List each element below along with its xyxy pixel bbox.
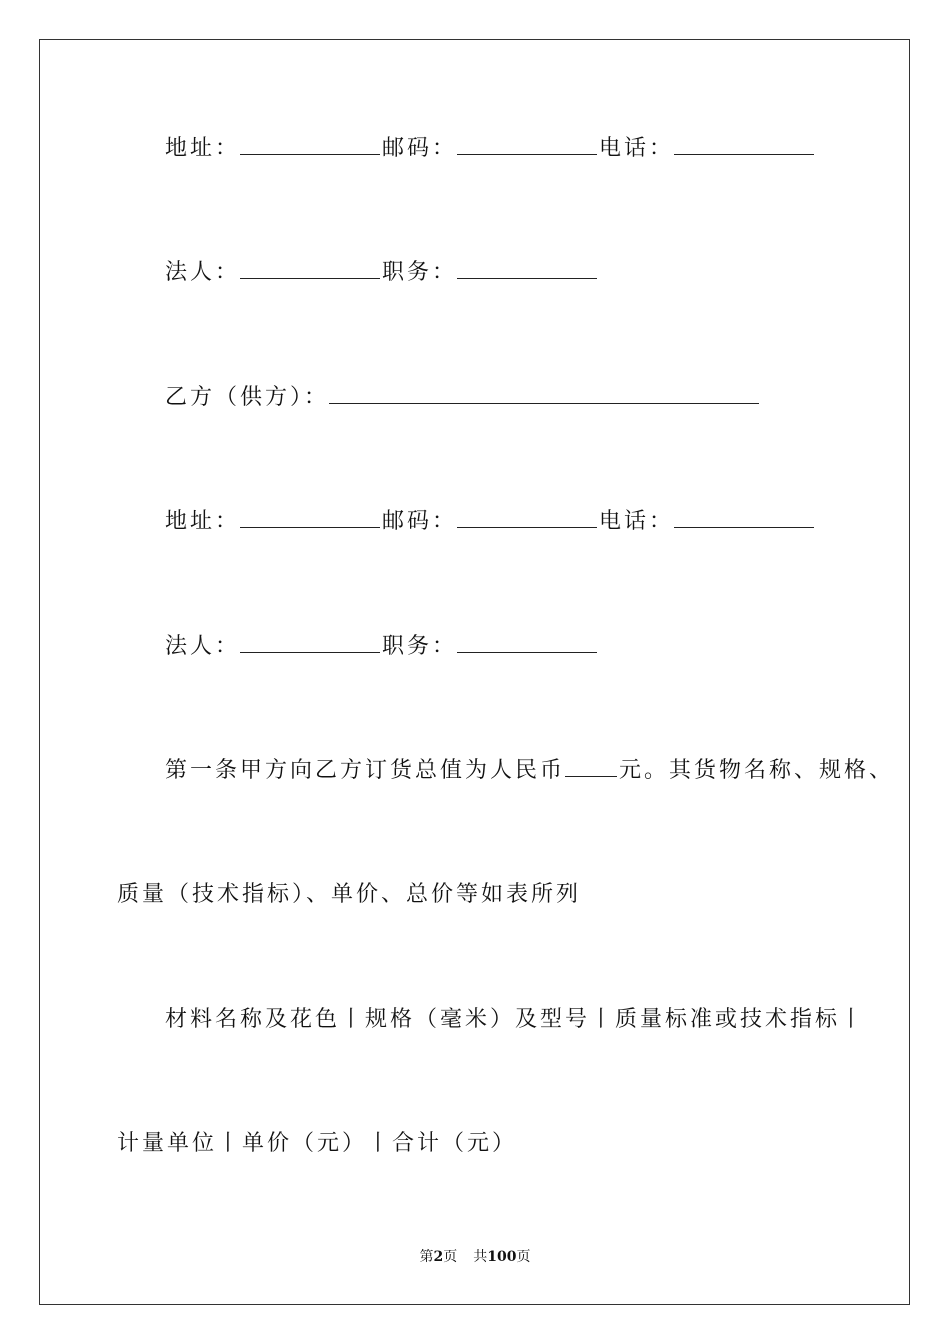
postcode-label: 邮码：	[382, 509, 458, 534]
page-frame	[39, 39, 910, 1305]
seller-contact-line	[165, 507, 816, 537]
article1-continuation: 质量（技术指标）、单价、总价等如表所列	[117, 882, 582, 907]
total-suffix: 页	[516, 1249, 531, 1265]
total-prefix: 共	[473, 1249, 488, 1265]
page-footer	[0, 1246, 950, 1266]
table-header-text2: 计量单位丨单价（元）丨合计（元）	[117, 1131, 518, 1156]
article1-line2	[117, 880, 581, 910]
title-label: 职务：	[382, 634, 458, 659]
legal-blank[interactable]	[240, 258, 380, 279]
address-label: 地址：	[165, 509, 241, 534]
phone-label: 电话：	[599, 136, 675, 161]
legal-label: 法人：	[165, 634, 241, 659]
page-suffix: 页	[443, 1249, 458, 1265]
article1-part2: 元。其货物名称、规格、	[619, 758, 895, 783]
current-page-number: 2	[433, 1249, 444, 1265]
address-blank[interactable]	[240, 507, 380, 528]
seller-legal-line	[165, 632, 599, 662]
article1-part1: 第一条甲方向乙方订货总值为人民币	[165, 758, 566, 783]
postcode-blank[interactable]	[457, 507, 597, 528]
seller-heading: 乙方（供方）：	[165, 385, 330, 410]
title-blank[interactable]	[457, 258, 597, 279]
title-blank[interactable]	[457, 632, 597, 653]
seller-heading-line	[165, 383, 761, 413]
amount-blank[interactable]	[565, 756, 617, 777]
phone-blank[interactable]	[674, 507, 814, 528]
postcode-blank[interactable]	[457, 134, 597, 155]
article1-line1	[165, 756, 894, 786]
address-label: 地址：	[165, 136, 241, 161]
title-label: 职务：	[382, 260, 458, 285]
phone-blank[interactable]	[674, 134, 814, 155]
seller-name-blank[interactable]	[329, 383, 759, 404]
legal-label: 法人：	[165, 260, 241, 285]
total-page-number: 100	[487, 1249, 517, 1265]
legal-blank[interactable]	[240, 632, 380, 653]
table-header-text1: 材料名称及花色丨规格（毫米）及型号丨质量标准或技术指标丨	[165, 1007, 866, 1032]
phone-label: 电话：	[599, 509, 675, 534]
table-header-line1	[165, 1005, 865, 1035]
table-header-line2	[117, 1129, 517, 1159]
address-blank[interactable]	[240, 134, 380, 155]
buyer-legal-line	[165, 258, 599, 288]
buyer-contact-line	[165, 134, 816, 164]
postcode-label: 邮码：	[382, 136, 458, 161]
page-prefix: 第	[419, 1249, 434, 1265]
